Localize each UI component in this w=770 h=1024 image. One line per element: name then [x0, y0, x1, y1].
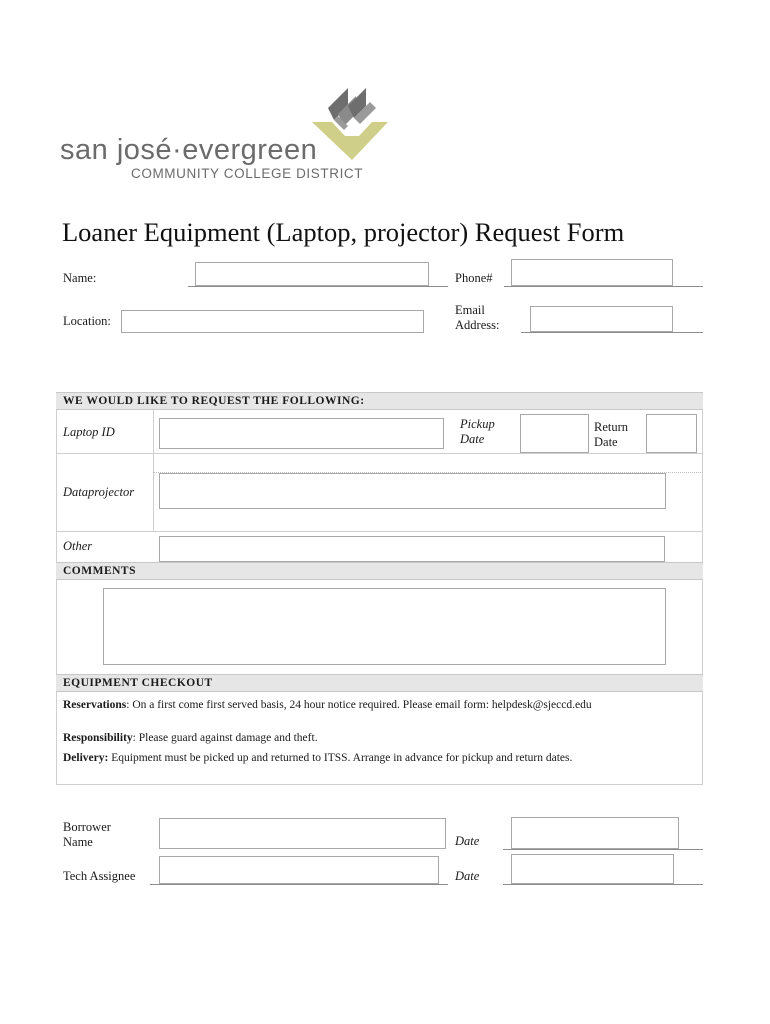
logo-name-part1: san josé — [60, 134, 173, 166]
tree-logo-icon — [312, 84, 392, 164]
pickup-date-input[interactable] — [520, 414, 589, 453]
return-date-label — [594, 420, 628, 450]
email-underline — [521, 332, 703, 333]
pickup-date-label-line2: Date — [460, 432, 485, 446]
request-row-divider-2 — [56, 531, 703, 532]
reservations-body: : On a first come first served basis, 24 hour notice required. Please email form: helpdesk@sjeccd.edu — [126, 699, 592, 711]
logo-name-part2: evergreen — [182, 134, 318, 166]
return-date-input[interactable] — [646, 414, 697, 453]
name-label: Name: — [63, 271, 97, 285]
other-input[interactable] — [159, 536, 665, 562]
borrower-name-input[interactable] — [159, 818, 446, 849]
responsibility-body: : Please guard against damage and theft. — [132, 732, 318, 744]
borrower-name-label-line1: Borrower — [63, 820, 111, 834]
comments-textarea[interactable] — [103, 588, 666, 665]
dataprojector-input[interactable] — [159, 473, 666, 509]
tech-assignee-underline — [150, 884, 448, 885]
reservations-label: Reservations — [63, 699, 127, 711]
name-input[interactable] — [195, 262, 429, 286]
comments-section-header: COMMENTS — [56, 562, 703, 580]
borrower-date-input[interactable] — [511, 817, 679, 849]
tech-assignee-input[interactable] — [159, 856, 439, 884]
phone-input[interactable] — [511, 259, 673, 286]
checkout-section-header: EQUIPMENT CHECKOUT — [56, 674, 703, 692]
delivery-text — [63, 751, 703, 766]
request-column-divider — [153, 410, 154, 531]
reservations-text — [63, 698, 679, 713]
pickup-date-label — [460, 417, 495, 447]
email-label — [455, 303, 499, 333]
email-label-line1: Email — [455, 303, 485, 317]
email-input[interactable] — [530, 306, 673, 332]
phone-label: Phone# — [455, 271, 493, 285]
return-date-label-line2: Date — [594, 435, 618, 449]
borrower-name-label-line2: Name — [63, 835, 93, 849]
borrower-date-underline — [503, 849, 703, 850]
responsibility-label: Responsibility — [63, 732, 133, 744]
laptop-id-label: Laptop ID — [63, 425, 115, 439]
other-label: Other — [63, 539, 93, 553]
location-input[interactable] — [121, 310, 424, 333]
delivery-body: Equipment must be picked up and returned to ITSS. Arrange in advance for pickup and return dates. — [108, 752, 573, 764]
pickup-date-label-line1: Pickup — [460, 417, 495, 431]
tech-date-label: Date — [455, 869, 480, 883]
responsibility-text — [63, 731, 679, 746]
borrower-name-label — [63, 820, 111, 850]
phone-underline — [504, 286, 703, 287]
return-date-label-line1: Return — [594, 420, 629, 434]
request-section-header: WE WOULD LIKE TO REQUEST THE FOLLOWING: — [56, 392, 703, 410]
location-label: Location: — [63, 314, 111, 328]
borrower-date-label: Date — [455, 834, 480, 848]
tech-assignee-label: Tech Assignee — [63, 869, 136, 883]
request-row-divider-1 — [56, 453, 703, 454]
delivery-label: Delivery: — [63, 752, 109, 764]
logo-subtitle: COMMUNITY COLLEGE DISTRICT — [131, 166, 364, 181]
email-label-line2: Address: — [455, 318, 500, 332]
tech-date-input[interactable] — [511, 854, 674, 884]
logo-separator-dot: · — [172, 134, 183, 166]
district-logo — [60, 84, 400, 184]
laptop-id-input[interactable] — [159, 418, 444, 449]
dataprojector-label: Dataprojector — [63, 485, 135, 499]
page-title: Loaner Equipment (Laptop, projector) Request Form — [62, 217, 625, 247]
name-underline — [188, 286, 448, 287]
tech-date-underline — [503, 884, 703, 885]
